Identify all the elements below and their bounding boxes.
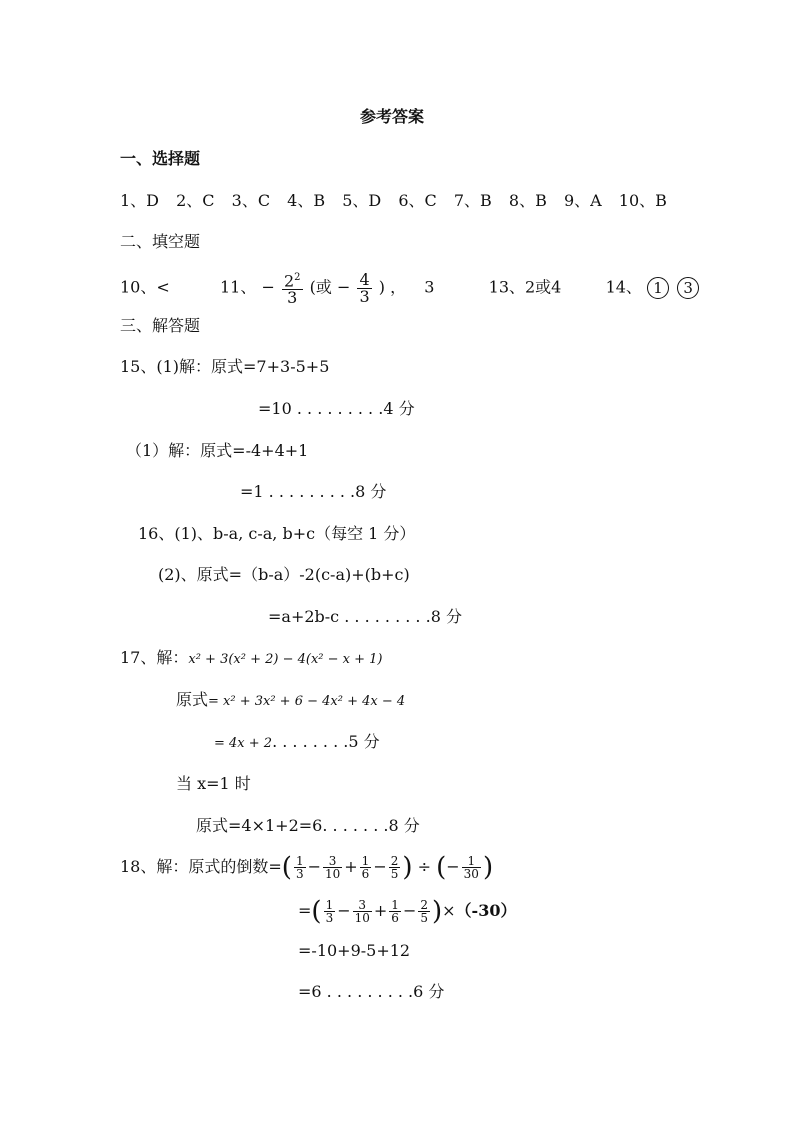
- open-paren: (: [436, 852, 447, 883]
- choice-answers: [120, 190, 667, 212]
- section-fill: 二、填空题: [120, 232, 201, 251]
- close-paren: ): [378, 277, 385, 297]
- fraction: $\frac{1}{30}$: [463, 854, 479, 881]
- fill-q13: 13、2或4: [488, 277, 562, 297]
- q17-prefix: 原式: [176, 690, 209, 709]
- section-choice: 一、选择题: [120, 149, 201, 168]
- close-paren: ): [431, 896, 443, 927]
- q15-line-1: 15、(1)解：原式=7+3-5+5: [120, 357, 330, 376]
- q17-expansion: = x² + 3x² + 6 − 4x² + 4x − 4: [208, 694, 406, 709]
- circled-3-icon: 3: [677, 277, 699, 299]
- q16-line-3: =a+2b-c . . . . . . . . .8 分: [268, 607, 462, 626]
- fill-q11-second: 3: [424, 277, 435, 297]
- choice-answer: 6、C: [398, 191, 437, 210]
- q17-line-2: [176, 689, 405, 713]
- or-text: (或: [309, 277, 332, 297]
- fraction: $\frac{1}{6}$: [391, 898, 399, 925]
- q15-line-4: =1 . . . . . . . . .8 分: [240, 482, 387, 501]
- choice-answer: 9、A: [563, 191, 602, 210]
- q15-line-2: =10 . . . . . . . . .4 分: [258, 399, 415, 418]
- fraction: $\frac{2}{5}$: [390, 854, 399, 881]
- q18-line-3: =-10+9-5+12: [298, 941, 411, 960]
- fraction: $\frac{4}{3}$: [359, 269, 370, 306]
- page-title: 参考答案: [360, 107, 425, 126]
- q18-line-4: =6 . . . . . . . . .6 分: [298, 982, 445, 1001]
- fraction: $\frac{1}{3}$: [295, 854, 304, 881]
- fill-answers: [120, 270, 702, 306]
- q17-simplified: = 4x + 2: [214, 736, 273, 751]
- circled-1-icon: 1: [647, 277, 669, 299]
- section-solve: 三、解答题: [120, 316, 201, 335]
- q18-label: 18、解：原式的倒数=: [120, 857, 282, 876]
- q17-line-3: [214, 731, 380, 755]
- fraction: $\frac{1}{3}$: [325, 898, 334, 925]
- q16-line-2: (2)、原式=（b-a）-2(c-a)+(b+c): [158, 565, 410, 584]
- q17-line-1: [120, 647, 383, 671]
- choice-answer: 3、C: [231, 191, 271, 210]
- close-paren: ): [402, 852, 413, 883]
- q18-line-1: 18、解：原式的倒数=( $\frac{1}{3}$ − $\frac{3}{10}$ + $\frac{1}{6}$ − $\frac{2}{5}$ ) ÷ (− $\frac{1}{30}$ ): [120, 852, 494, 883]
- q17-line-4: 当 x=1 时: [176, 774, 251, 793]
- separator: ，: [390, 277, 407, 297]
- fill-q11-label: 11、: [219, 277, 257, 297]
- choice-answer: 8、B: [508, 191, 547, 210]
- fraction: $\frac{2}{5}$: [420, 898, 428, 925]
- close-paren: ): [482, 852, 494, 883]
- fill-q10: 10、<: [120, 277, 170, 297]
- q17-label: 17、解：: [120, 648, 189, 667]
- fraction: $\frac{1}{6}$: [361, 854, 370, 881]
- q17-score: . . . . . . . .5 分: [272, 732, 380, 751]
- minus-sign: −: [336, 277, 351, 297]
- choice-answer: 4、B: [287, 191, 326, 210]
- fraction: $\frac{2^2}{3}$: [283, 271, 301, 308]
- choice-answer: 7、B: [453, 191, 492, 210]
- fraction: $\frac{3}{10}$: [354, 898, 370, 925]
- q17-line-5: 原式=4×1+2=6. . . . . . .8 分: [196, 816, 420, 835]
- fill-q14-label: 14、: [605, 277, 642, 297]
- q16-line-1: 16、(1)、b-a, c-a, b+c（每空 1 分）: [138, 524, 416, 543]
- choice-answer: 10、B: [618, 191, 667, 210]
- q15-line-3: （1）解：原式=-4+4+1: [126, 441, 309, 460]
- minus-sign: −: [261, 277, 275, 297]
- choice-answer: 1、D: [120, 191, 160, 210]
- open-paren: (: [281, 852, 292, 883]
- open-paren: (: [311, 896, 322, 927]
- q18-line-2: =( $\frac{1}{3}$ − $\frac{3}{10}$ + $\frac{1}{6}$ − $\frac{2}{5}$ )×（-30）: [298, 896, 517, 927]
- choice-answer: 5、D: [342, 191, 382, 210]
- fraction: $\frac{3}{10}$: [324, 854, 341, 881]
- q17-expression: x² + 3(x² + 2) − 4(x² − x + 1): [188, 652, 383, 667]
- choice-answer: 2、C: [176, 191, 215, 210]
